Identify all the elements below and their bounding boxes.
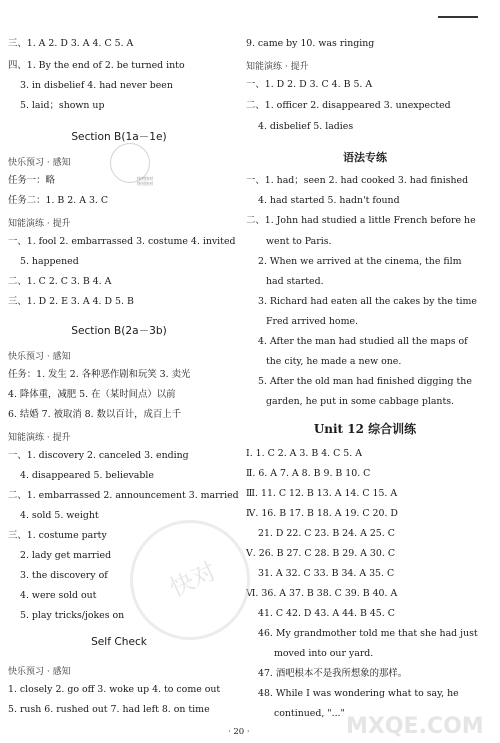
answer-line: 任务二：1. B 2. A 3. C — [8, 195, 109, 206]
answer-line: 三、1. costume party — [8, 530, 107, 541]
answer-line: 41. C 42. D 43. A 44. B 45. C — [258, 608, 395, 619]
section-heading: 语法专练 — [343, 151, 387, 164]
answer-line: 3. Richard had eaten all the cakes by the time — [258, 296, 477, 307]
stamp-text: 快对快对 — [137, 181, 153, 186]
answer-line: Ⅴ. 26. B 27. C 28. B 29. A 30. C — [246, 548, 395, 559]
answer-line: 47. 酒吧根本不是我所想象的那样。 — [258, 668, 408, 679]
answer-line: 4. sold 5. weight — [20, 510, 99, 521]
answer-line: moved into our yard. — [274, 648, 374, 659]
answer-line: 3. in disbelief 4. had never been — [20, 80, 173, 91]
answer-line: 2. lady get married — [20, 550, 112, 561]
section-heading: Section B(2a－3b) — [71, 325, 167, 337]
answer-line: 4. 降体重，减肥 5. 在（某时间点）以前 — [8, 389, 176, 400]
answer-line: 一、1. D 2. D 3. C 4. B 5. A — [246, 79, 373, 90]
answer-line: Ⅰ. 1. C 2. A 3. B 4. C 5. A — [246, 448, 362, 459]
subsection-label: 知能演练 · 提升 — [8, 433, 71, 443]
page-number: · 20 · — [228, 727, 250, 737]
subsection-label: 知能演练 · 提升 — [246, 62, 309, 72]
answer-line: 5. happened — [20, 256, 79, 267]
answer-line: 一、1. discovery 2. canceled 3. ending — [8, 450, 189, 461]
answer-line: the city, he made a new one. — [266, 356, 402, 367]
answer-line: 2. When we arrived at the cinema, the film — [258, 256, 462, 267]
answer-line: 1. closely 2. go off 3. woke up 4. to come out — [8, 684, 221, 695]
answer-line: 4. had started 5. hadn't found — [258, 195, 400, 206]
answer-line: 5. laid；shown up — [20, 100, 105, 111]
subsection-label: 快乐预习 · 感知 — [8, 158, 71, 168]
unit-heading: Unit 12 综合训练 — [313, 422, 417, 436]
answer-line: 4. disbelief 5. ladies — [258, 121, 354, 132]
answer-line: went to Paris. — [266, 236, 332, 247]
watermark-stamp-text: 快对 — [165, 556, 221, 603]
section-heading: Self Check — [91, 636, 147, 648]
watermark-brand: MXQE.COM — [346, 714, 484, 739]
answer-line: 5. play tricks/jokes on — [20, 610, 125, 621]
answer-line: 一、1. had；seen 2. had cooked 3. had finished — [246, 175, 469, 186]
subsection-label: 知能演练 · 提升 — [8, 219, 71, 229]
answer-line: 任务：1. 发生 2. 各种恶作剧和玩笑 3. 卖光 — [8, 369, 191, 380]
answer-line: 9. came by 10. was ringing — [246, 38, 375, 49]
top-rule — [438, 16, 478, 18]
answer-line: 21. D 22. C 23. B 24. A 25. C — [258, 528, 395, 539]
section-heading: Section B(1a－1e) — [71, 131, 167, 143]
answer-line: Fred arrived home. — [266, 316, 358, 327]
answer-line: 5. rush 6. rushed out 7. had left 8. on time — [8, 704, 210, 715]
answer-line: 四、1. By the end of 2. be turned into — [8, 60, 185, 71]
answer-line: 任务一：略 — [8, 175, 55, 186]
subsection-label: 快乐预习 · 感知 — [8, 667, 71, 677]
answer-line: 31. A 32. C 33. B 34. A 35. C — [258, 568, 395, 579]
answer-line: Ⅲ. 11. C 12. B 13. A 14. C 15. A — [246, 488, 398, 499]
answer-line: 46. My grandmother told me that she had just — [258, 628, 478, 639]
answer-line: 三、1. D 2. E 3. A 4. D 5. B — [8, 296, 134, 307]
answer-line: garden, he put in some cabbage plants. — [266, 396, 455, 407]
answer-line: continued, "..." — [274, 708, 345, 719]
stamp-text: 快对快对 — [137, 176, 153, 181]
answer-line: 3. the discovery of — [20, 570, 108, 581]
answer-line: 6. 结婚 7. 被取消 8. 数以百计，成百上千 — [8, 409, 181, 420]
answer-line: had started. — [266, 276, 324, 287]
answer-line: 一、1. fool 2. embarrassed 3. costume 4. invited — [8, 236, 236, 247]
answer-line: 三、1. A 2. D 3. A 4. C 5. A — [8, 38, 134, 49]
answer-line: Ⅳ. 16. B 17. B 18. A 19. C 20. D — [246, 508, 398, 519]
answer-line: 4. After the man had studied all the maps of — [258, 336, 468, 347]
answer-line: 4. were sold out — [20, 590, 97, 601]
answer-line: 二、1. embarrassed 2. announcement 3. married — [8, 490, 239, 501]
answer-line: Ⅱ. 6. A 7. A 8. B 9. B 10. C — [246, 468, 371, 479]
answer-line: 二、1. John had studied a little French before he — [246, 215, 476, 226]
answer-line: 二、1. C 2. C 3. B 4. A — [8, 276, 112, 287]
answer-line: 5. After the old man had finished digging the — [258, 376, 472, 387]
answer-line: 4. disappeared 5. believable — [20, 470, 154, 481]
answer-line: 二、1. officer 2. disappeared 3. unexpected — [246, 100, 451, 111]
answer-line: Ⅵ. 36. A 37. B 38. C 39. B 40. A — [246, 588, 398, 599]
answer-line: 48. While I was wondering what to say, he — [258, 688, 459, 699]
subsection-label: 快乐预习 · 感知 — [8, 352, 71, 362]
